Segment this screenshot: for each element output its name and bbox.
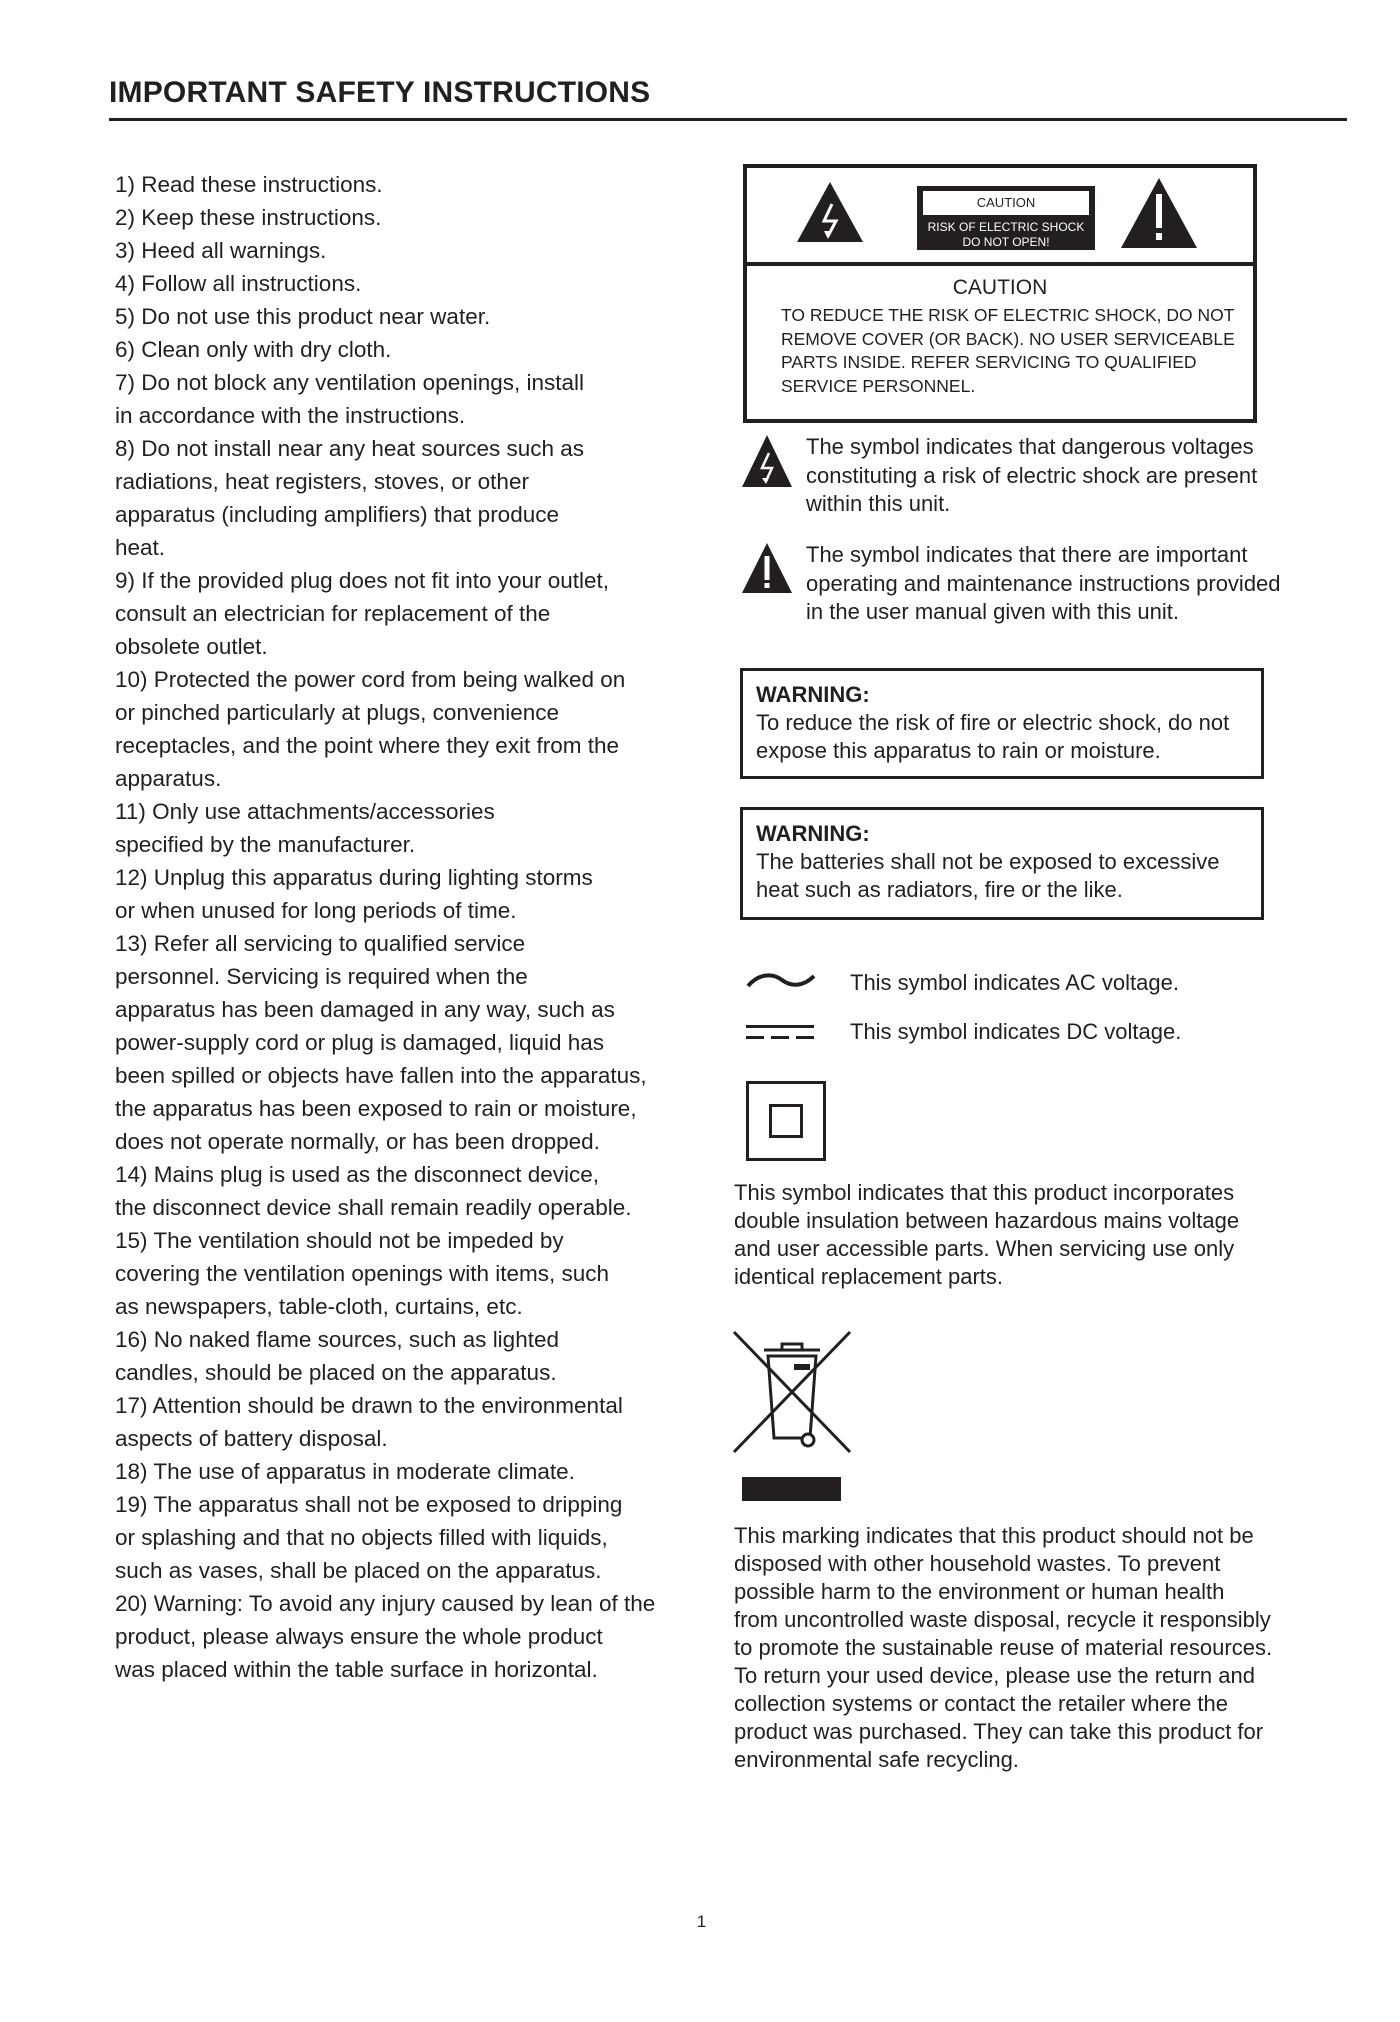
warning-title: WARNING: (756, 682, 870, 707)
warning-text: To reduce the risk of fire or electric shock, do not expose this apparatus to rain or moisture. (756, 710, 1230, 763)
weee-text: This marking indicates that this product should not be disposed with other household wastes. To prevent possible harm to the environment or human health from uncontrolled waste disposal, recycle it responsibly to promote the sustainable reuse of material resources. To return your used device, please use the return and collection systems or contact the retailer where the product was purchased. They can take this product for environmental safe recycling. (734, 1523, 1273, 1772)
warning-title: WARNING: (756, 821, 870, 846)
instruction-line: 7) Do not block any ventilation openings, install (115, 370, 585, 395)
instruction-line: 2) Keep these instructions. (115, 205, 382, 230)
dc-voltage-icon (740, 1017, 820, 1047)
instruction-line: or splashing and that no objects filled with liquids, (115, 1525, 608, 1550)
plate-line-1: RISK OF ELECTRIC SHOCK (927, 220, 1085, 234)
instruction-line: apparatus. (115, 766, 222, 791)
instruction-line: 14) Mains plug is used as the disconnect device, (115, 1162, 600, 1187)
ac-symbol-row (740, 968, 1280, 1002)
caution-heading: CAUTION (952, 276, 1048, 299)
instruction-line: 8) Do not install near any heat sources such as (115, 436, 585, 461)
instruction-line: product, please always ensure the whole product (115, 1624, 603, 1649)
instruction-line: was placed within the table surface in horizontal. (115, 1657, 598, 1682)
instruction-line: specified by the manufacturer. (115, 832, 416, 857)
lightning-icon (740, 433, 794, 489)
instruction-line: consult an electrician for replacement of the (115, 601, 551, 626)
caution-body: TO REDUCE THE RISK OF ELECTRIC SHOCK, DO NOT REMOVE COVER (OR BACK). NO USER SERVICEABLE PARTS INSIDE. REFER SERVICING TO QUALIFIED SERVICE PERSONNEL. (781, 305, 1235, 396)
instruction-line: 3) Heed all warnings. (115, 238, 327, 263)
instruction-line: 9) If the provided plug does not fit into your outlet, (115, 568, 610, 593)
double-insulation-text: This symbol indicates that this product incorporates double insulation between hazardous mains voltage and user accessible parts. When servicing use only identical replacement parts. (734, 1180, 1240, 1289)
instruction-line: 18) The use of apparatus in moderate climate. (115, 1459, 575, 1484)
instruction-line: apparatus has been damaged in any way, such as (115, 997, 615, 1022)
instruction-line: 20) Warning: To avoid any injury caused by lean of the (115, 1591, 656, 1616)
instruction-line: obsolete outlet. (115, 634, 268, 659)
double-insulation-icon (746, 1081, 826, 1161)
instruction-line: 12) Unplug this apparatus during lighting storms (115, 865, 593, 890)
lightning-symbol-row (740, 433, 1280, 523)
instruction-line: 16) No naked flame sources, such as lighted (115, 1327, 559, 1352)
exclamation-symbol-row (740, 541, 1280, 657)
instruction-line: 1) Read these instructions. (115, 172, 383, 197)
instruction-line: 5) Do not use this product near water. (115, 304, 491, 329)
instruction-line: receptacles, and the point where they exit from the (115, 733, 620, 758)
instruction-line: candles, should be placed on the apparatus. (115, 1360, 557, 1385)
instruction-line: personnel. Servicing is required when the (115, 964, 528, 989)
instruction-line: 4) Follow all instructions. (115, 271, 362, 296)
dc-symbol-row (740, 1017, 1280, 1051)
warning-box-batteries (740, 807, 1264, 920)
instruction-line: 10) Protected the power cord from being walked on (115, 667, 626, 692)
instruction-list (115, 168, 705, 1686)
warning-text: The batteries shall not be exposed to excessive heat such as radiators, fire or the like. (756, 849, 1220, 902)
instruction-line: apparatus (including amplifiers) that produce (115, 502, 559, 527)
ac-voltage-icon (740, 968, 820, 998)
plate-risk-text (917, 220, 1095, 250)
instruction-line: the disconnect device shall remain readily operable. (115, 1195, 632, 1220)
page-title: IMPORTANT SAFETY INSTRUCTIONS (109, 76, 651, 109)
instruction-line: covering the ventilation openings with items, such (115, 1261, 610, 1286)
exclamation-warning-icon (1119, 176, 1199, 250)
instruction-line: or pinched particularly at plugs, convenience (115, 700, 560, 725)
plate-title: CAUTION (923, 191, 1089, 215)
title-divider (109, 118, 1347, 121)
instruction-line: 6) Clean only with dry cloth. (115, 337, 392, 362)
weee-date-bar (742, 1477, 841, 1501)
dc-symbol-text: This symbol indicates DC voltage. (850, 1019, 1182, 1044)
instruction-line: or when unused for long periods of time. (115, 898, 517, 923)
instruction-line: as newspapers, table-cloth, curtains, etc. (115, 1294, 523, 1319)
instruction-line: radiations, heat registers, stoves, or other (115, 469, 529, 494)
instruction-line: power-supply cord or plug is damaged, liquid has (115, 1030, 605, 1055)
page-number: 1 (696, 1912, 707, 1931)
lightning-warning-icon (795, 180, 865, 244)
caution-plate (917, 186, 1095, 250)
instruction-line: been spilled or objects have fallen into the apparatus, (115, 1063, 647, 1088)
instruction-line: such as vases, shall be placed on the apparatus. (115, 1558, 602, 1583)
instruction-line: in accordance with the instructions. (115, 403, 466, 428)
instruction-line: 19) The apparatus shall not be exposed to dripping (115, 1492, 623, 1517)
exclamation-icon (740, 541, 794, 595)
caution-label (743, 164, 1257, 423)
ac-symbol-text: This symbol indicates AC voltage. (850, 970, 1179, 995)
plate-line-2: DO NOT OPEN! (962, 235, 1050, 249)
lightning-symbol-text: The symbol indicates that dangerous voltages constituting a risk of electric shock are present within this unit. (806, 434, 1258, 516)
instruction-line: 17) Attention should be drawn to the environmental (115, 1393, 623, 1418)
instruction-line: 15) The ventilation should not be impeded by (115, 1228, 564, 1253)
crossed-out-wheelie-bin-icon (730, 1328, 854, 1456)
instruction-line: does not operate normally, or has been dropped. (115, 1129, 600, 1154)
exclamation-symbol-text: The symbol indicates that there are important operating and maintenance instructions provided in the user manual given with this unit. (806, 542, 1281, 624)
instruction-line: the apparatus has been exposed to rain or moisture, (115, 1096, 637, 1121)
instruction-line: aspects of battery disposal. (115, 1426, 388, 1451)
warning-box-moisture (740, 668, 1264, 779)
instruction-line: 13) Refer all servicing to qualified service (115, 931, 526, 956)
instruction-line: heat. (115, 535, 166, 560)
caution-label-header (747, 168, 1253, 266)
instruction-line: 11) Only use attachments/accessories (115, 799, 495, 824)
double-insulation-inner-square (769, 1104, 803, 1138)
